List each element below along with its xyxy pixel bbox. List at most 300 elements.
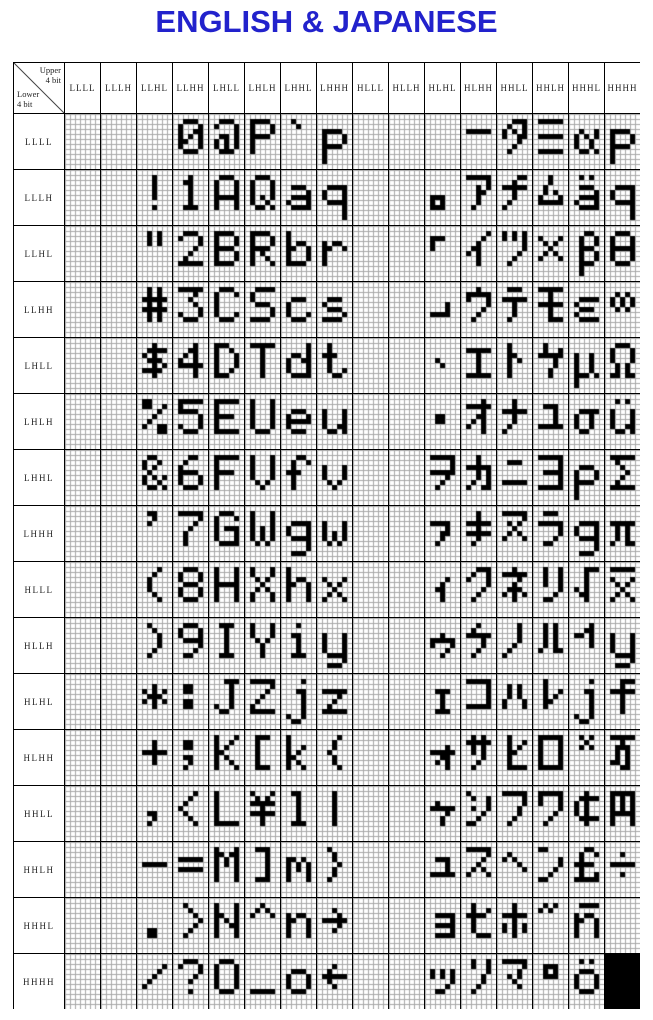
dot-matrix-glyph bbox=[533, 618, 568, 673]
char-cell-llhh-lhll bbox=[209, 282, 244, 337]
dot-matrix-glyph bbox=[461, 338, 496, 393]
dot-matrix-glyph bbox=[245, 506, 280, 561]
dot-matrix-glyph bbox=[389, 170, 424, 225]
char-cell-lhhh-hhhh bbox=[605, 506, 640, 561]
dot-matrix-glyph bbox=[281, 562, 316, 617]
dot-matrix-glyph bbox=[497, 450, 532, 505]
char-cell-lllh-hhhl bbox=[569, 170, 604, 225]
char-cell-hhhl-hlhh bbox=[461, 898, 496, 953]
row-header-hhlh: HHLH bbox=[14, 842, 64, 897]
dot-matrix-glyph bbox=[209, 394, 244, 449]
dot-matrix-glyph bbox=[605, 618, 640, 673]
dot-matrix-glyph bbox=[65, 338, 100, 393]
char-cell-llll-hhlh bbox=[533, 114, 568, 169]
char-cell-hhll-llhl bbox=[137, 786, 172, 841]
dot-matrix-glyph bbox=[65, 674, 100, 729]
char-cell-lhll-hlll bbox=[353, 338, 388, 393]
dot-matrix-glyph bbox=[425, 786, 460, 841]
dot-matrix-glyph bbox=[137, 338, 172, 393]
dot-matrix-glyph bbox=[137, 506, 172, 561]
char-cell-hhhh-hlhh bbox=[461, 954, 496, 1009]
char-cell-hhhh-hhhl bbox=[569, 954, 604, 1009]
dot-matrix-glyph bbox=[461, 506, 496, 561]
column-header-hllh: HLLH bbox=[389, 63, 424, 113]
char-cell-llhh-hhhl bbox=[569, 282, 604, 337]
dot-matrix-glyph bbox=[101, 898, 136, 953]
char-cell-hhhl-lhhl bbox=[281, 898, 316, 953]
column-header-hhll: HHLL bbox=[497, 63, 532, 113]
char-cell-lhhh-hhll bbox=[497, 506, 532, 561]
dot-matrix-glyph bbox=[101, 450, 136, 505]
char-cell-hlhl-hhll bbox=[497, 674, 532, 729]
dot-matrix-glyph bbox=[533, 170, 568, 225]
char-cell-hllh-lhlh bbox=[245, 618, 280, 673]
dot-matrix-glyph bbox=[533, 842, 568, 897]
char-cell-hhll-hhlh bbox=[533, 786, 568, 841]
char-cell-hlhl-hlhl bbox=[425, 674, 460, 729]
char-cell-hhlh-hhll bbox=[497, 842, 532, 897]
dot-matrix-glyph bbox=[497, 282, 532, 337]
dot-matrix-glyph bbox=[137, 282, 172, 337]
dot-matrix-glyph bbox=[281, 394, 316, 449]
char-cell-hhll-lhhl bbox=[281, 786, 316, 841]
char-cell-hhhh-llhl bbox=[137, 954, 172, 1009]
char-cell-hlhl-hlhh bbox=[461, 674, 496, 729]
char-cell-lhhh-hlll bbox=[353, 506, 388, 561]
char-cell-llll-lhhl bbox=[281, 114, 316, 169]
dot-matrix-glyph bbox=[461, 114, 496, 169]
char-cell-lllh-hhhh bbox=[605, 170, 640, 225]
char-cell-llll-lhll bbox=[209, 114, 244, 169]
dot-matrix-glyph bbox=[317, 450, 352, 505]
char-cell-hlhh-hhll bbox=[497, 730, 532, 785]
dot-matrix-glyph bbox=[65, 842, 100, 897]
dot-matrix-glyph bbox=[353, 954, 388, 1009]
dot-matrix-glyph bbox=[209, 506, 244, 561]
char-cell-hhhh-lhhh bbox=[317, 954, 352, 1009]
char-cell-lhlh-lhll bbox=[209, 394, 244, 449]
char-cell-llll-hhhh bbox=[605, 114, 640, 169]
char-cell-hlhl-hlll bbox=[353, 674, 388, 729]
char-cell-hhhl-lhll bbox=[209, 898, 244, 953]
dot-matrix-glyph bbox=[101, 114, 136, 169]
dot-matrix-glyph bbox=[65, 786, 100, 841]
char-cell-llhh-hhll bbox=[497, 282, 532, 337]
dot-matrix-glyph bbox=[353, 282, 388, 337]
char-cell-llhh-lhhl bbox=[281, 282, 316, 337]
row-header-llll: LLLL bbox=[14, 114, 64, 169]
char-cell-llll-lllh bbox=[101, 114, 136, 169]
dot-matrix-glyph bbox=[533, 394, 568, 449]
char-cell-hhhh-hlhl bbox=[425, 954, 460, 1009]
char-cell-lhll-hlhh bbox=[461, 338, 496, 393]
char-cell-llhl-hlll bbox=[353, 226, 388, 281]
dot-matrix-glyph bbox=[245, 562, 280, 617]
dot-matrix-glyph bbox=[353, 506, 388, 561]
char-cell-llhl-lhlh bbox=[245, 226, 280, 281]
dot-matrix-glyph bbox=[605, 282, 640, 337]
column-header-hhlh: HHLH bbox=[533, 63, 568, 113]
dot-matrix-glyph bbox=[533, 954, 568, 1009]
lower-4bit-label: Lower 4 bit bbox=[17, 89, 40, 110]
char-cell-hlhh-lhhl bbox=[281, 730, 316, 785]
dot-matrix-glyph bbox=[209, 898, 244, 953]
char-cell-hhll-llll bbox=[65, 786, 100, 841]
dot-matrix-glyph bbox=[65, 394, 100, 449]
dot-matrix-glyph bbox=[317, 282, 352, 337]
dot-matrix-glyph bbox=[173, 338, 208, 393]
char-cell-hhll-lhll bbox=[209, 786, 244, 841]
char-cell-lhlh-hhhl bbox=[569, 394, 604, 449]
char-cell-hhhl-hhlh bbox=[533, 898, 568, 953]
char-cell-hhhh-lllh bbox=[101, 954, 136, 1009]
char-cell-lhll-lhll bbox=[209, 338, 244, 393]
dot-matrix-glyph bbox=[569, 394, 604, 449]
char-cell-lllh-llhl bbox=[137, 170, 172, 225]
dot-matrix-glyph bbox=[605, 226, 640, 281]
dot-matrix-glyph bbox=[389, 506, 424, 561]
column-header-lhlh: LHLH bbox=[245, 63, 280, 113]
row-header-hllh: HLLH bbox=[14, 618, 64, 673]
dot-matrix-glyph bbox=[353, 618, 388, 673]
dot-matrix-glyph bbox=[209, 618, 244, 673]
dot-matrix-glyph bbox=[173, 730, 208, 785]
char-cell-hlhh-hlhl bbox=[425, 730, 460, 785]
dot-matrix-glyph bbox=[533, 226, 568, 281]
dot-matrix-glyph bbox=[605, 562, 640, 617]
char-cell-lhll-lhhl bbox=[281, 338, 316, 393]
dot-matrix-glyph bbox=[101, 618, 136, 673]
dot-matrix-glyph bbox=[425, 842, 460, 897]
dot-matrix-glyph bbox=[497, 338, 532, 393]
char-cell-lhll-hhlh bbox=[533, 338, 568, 393]
dot-matrix-glyph bbox=[461, 226, 496, 281]
char-cell-lhhl-llhh bbox=[173, 450, 208, 505]
dot-matrix-glyph bbox=[497, 842, 532, 897]
char-cell-lhlh-hlhh bbox=[461, 394, 496, 449]
dot-matrix-glyph bbox=[317, 730, 352, 785]
dot-matrix-glyph bbox=[605, 114, 640, 169]
dot-matrix-glyph bbox=[569, 506, 604, 561]
dot-matrix-glyph bbox=[605, 730, 640, 785]
dot-matrix-glyph bbox=[317, 226, 352, 281]
dot-matrix-glyph bbox=[569, 786, 604, 841]
char-cell-hlhh-hhhh bbox=[605, 730, 640, 785]
char-cell-lhll-lhhh bbox=[317, 338, 352, 393]
dot-matrix-glyph bbox=[425, 562, 460, 617]
character-table bbox=[13, 62, 640, 1009]
char-cell-lhhh-llhl bbox=[137, 506, 172, 561]
dot-matrix-glyph bbox=[173, 842, 208, 897]
char-cell-hlhh-lhll bbox=[209, 730, 244, 785]
dot-matrix-glyph bbox=[605, 506, 640, 561]
dot-matrix-glyph bbox=[281, 898, 316, 953]
dot-matrix-glyph bbox=[245, 898, 280, 953]
dot-matrix-glyph bbox=[497, 786, 532, 841]
char-cell-lhhl-lhhh bbox=[317, 450, 352, 505]
dot-matrix-glyph bbox=[101, 954, 136, 1009]
char-cell-llhh-lhlh bbox=[245, 282, 280, 337]
char-cell-lhll-llhl bbox=[137, 338, 172, 393]
dot-matrix-glyph bbox=[389, 954, 424, 1009]
char-cell-hllh-hhhl bbox=[569, 618, 604, 673]
dot-matrix-glyph bbox=[281, 954, 316, 1009]
char-cell-hlhl-lllh bbox=[101, 674, 136, 729]
column-header-lhll: LHLL bbox=[209, 63, 244, 113]
dot-matrix-glyph bbox=[245, 170, 280, 225]
dot-matrix-glyph bbox=[461, 842, 496, 897]
dot-matrix-glyph bbox=[425, 730, 460, 785]
dot-matrix-glyph bbox=[497, 898, 532, 953]
char-cell-lhhl-hhlh bbox=[533, 450, 568, 505]
dot-matrix-glyph bbox=[425, 506, 460, 561]
column-header-llll: LLLL bbox=[65, 63, 100, 113]
dot-matrix-glyph bbox=[173, 506, 208, 561]
dot-matrix-glyph bbox=[65, 898, 100, 953]
dot-matrix-glyph bbox=[101, 282, 136, 337]
dot-matrix-glyph bbox=[569, 618, 604, 673]
char-cell-hlll-hllh bbox=[389, 562, 424, 617]
char-cell-hllh-lhhl bbox=[281, 618, 316, 673]
dot-matrix-glyph bbox=[65, 226, 100, 281]
row-header-hhhl: HHHL bbox=[14, 898, 64, 953]
char-cell-lhlh-hlhl bbox=[425, 394, 460, 449]
dot-matrix-glyph bbox=[461, 954, 496, 1009]
char-cell-lhhl-hhhh bbox=[605, 450, 640, 505]
dot-matrix-glyph bbox=[353, 450, 388, 505]
char-cell-hlhl-hhhl bbox=[569, 674, 604, 729]
dot-matrix-glyph bbox=[497, 394, 532, 449]
dot-matrix-glyph bbox=[245, 842, 280, 897]
dot-matrix-glyph bbox=[389, 226, 424, 281]
dot-matrix-glyph bbox=[101, 226, 136, 281]
char-cell-lhhh-hhlh bbox=[533, 506, 568, 561]
char-cell-hhlh-llhl bbox=[137, 842, 172, 897]
char-cell-hlhh-hhlh bbox=[533, 730, 568, 785]
char-cell-hllh-lllh bbox=[101, 618, 136, 673]
dot-matrix-glyph bbox=[461, 282, 496, 337]
char-cell-llhl-hhhh bbox=[605, 226, 640, 281]
dot-matrix-glyph bbox=[461, 618, 496, 673]
dot-matrix-glyph bbox=[137, 730, 172, 785]
char-cell-hllh-hllh bbox=[389, 618, 424, 673]
dot-matrix-glyph bbox=[605, 842, 640, 897]
dot-matrix-glyph bbox=[497, 114, 532, 169]
char-cell-llhh-hlhl bbox=[425, 282, 460, 337]
char-cell-hhlh-hhhh bbox=[605, 842, 640, 897]
dot-matrix-glyph bbox=[533, 506, 568, 561]
char-cell-hlhl-hhhh bbox=[605, 674, 640, 729]
dot-matrix-glyph bbox=[245, 674, 280, 729]
row-header-hlhl: HLHL bbox=[14, 674, 64, 729]
dot-matrix-glyph bbox=[569, 842, 604, 897]
dot-matrix-glyph bbox=[389, 338, 424, 393]
char-cell-hhhh-hlll bbox=[353, 954, 388, 1009]
dot-matrix-glyph bbox=[245, 338, 280, 393]
char-cell-lhll-llhh bbox=[173, 338, 208, 393]
char-cell-hhhl-llhh bbox=[173, 898, 208, 953]
dot-matrix-glyph bbox=[389, 898, 424, 953]
dot-matrix-glyph bbox=[497, 618, 532, 673]
dot-matrix-glyph bbox=[461, 730, 496, 785]
char-cell-lhll-hhll bbox=[497, 338, 532, 393]
dot-matrix-glyph bbox=[425, 450, 460, 505]
dot-matrix-glyph bbox=[209, 450, 244, 505]
column-header-lllh: LLLH bbox=[101, 63, 136, 113]
char-cell-hhhl-hllh bbox=[389, 898, 424, 953]
dot-matrix-glyph bbox=[533, 898, 568, 953]
dot-matrix-glyph bbox=[569, 954, 604, 1009]
char-cell-hlhh-lhlh bbox=[245, 730, 280, 785]
char-cell-hhlh-hlhh bbox=[461, 842, 496, 897]
char-cell-hhll-hlhl bbox=[425, 786, 460, 841]
dot-matrix-glyph bbox=[245, 954, 280, 1009]
column-header-hhhh: HHHH bbox=[605, 63, 640, 113]
row-header-llhh: LLHH bbox=[14, 282, 64, 337]
char-cell-llhh-llhl bbox=[137, 282, 172, 337]
dot-matrix-glyph bbox=[245, 618, 280, 673]
dot-matrix-glyph bbox=[497, 562, 532, 617]
dot-matrix-glyph bbox=[425, 898, 460, 953]
char-cell-hllh-hhhh bbox=[605, 618, 640, 673]
char-cell-hhhh-lhhl bbox=[281, 954, 316, 1009]
column-header-llhh: LLHH bbox=[173, 63, 208, 113]
char-cell-lllh-lhlh bbox=[245, 170, 280, 225]
char-cell-lllh-hlll bbox=[353, 170, 388, 225]
char-cell-hllh-lhll bbox=[209, 618, 244, 673]
char-cell-lllh-lllh bbox=[101, 170, 136, 225]
dot-matrix-glyph bbox=[461, 898, 496, 953]
dot-matrix-glyph bbox=[281, 506, 316, 561]
char-cell-lhhl-hhll bbox=[497, 450, 532, 505]
dot-matrix-glyph bbox=[101, 338, 136, 393]
char-cell-llhl-lhhh bbox=[317, 226, 352, 281]
dot-matrix-glyph bbox=[389, 562, 424, 617]
dot-matrix-glyph bbox=[317, 674, 352, 729]
row-header-llhl: LLHL bbox=[14, 226, 64, 281]
dot-matrix-glyph bbox=[425, 170, 460, 225]
column-header-hlhh: HLHH bbox=[461, 63, 496, 113]
dot-matrix-glyph bbox=[317, 562, 352, 617]
dot-matrix-glyph bbox=[353, 562, 388, 617]
char-cell-hlhl-hhlh bbox=[533, 674, 568, 729]
dot-matrix-glyph bbox=[65, 730, 100, 785]
dot-matrix-glyph bbox=[65, 170, 100, 225]
dot-matrix-glyph bbox=[101, 730, 136, 785]
dot-matrix-glyph bbox=[245, 282, 280, 337]
char-cell-lhhh-hllh bbox=[389, 506, 424, 561]
char-cell-llll-llhh bbox=[173, 114, 208, 169]
dot-matrix-glyph bbox=[317, 338, 352, 393]
dot-matrix-glyph bbox=[605, 674, 640, 729]
char-cell-hlll-llhl bbox=[137, 562, 172, 617]
dot-matrix-glyph bbox=[209, 954, 244, 1009]
char-cell-lhlh-lhhl bbox=[281, 394, 316, 449]
dot-matrix-glyph bbox=[533, 338, 568, 393]
char-cell-hhlh-hllh bbox=[389, 842, 424, 897]
char-cell-hhhl-hhhh bbox=[605, 898, 640, 953]
dot-matrix-glyph bbox=[497, 730, 532, 785]
char-cell-hlll-lllh bbox=[101, 562, 136, 617]
char-cell-llhl-hlhl bbox=[425, 226, 460, 281]
char-cell-hlhh-llhh bbox=[173, 730, 208, 785]
dot-matrix-glyph bbox=[101, 674, 136, 729]
char-cell-hhll-hhhl bbox=[569, 786, 604, 841]
dot-matrix-glyph bbox=[317, 394, 352, 449]
char-cell-hhll-hhll bbox=[497, 786, 532, 841]
char-cell-hllh-hlhh bbox=[461, 618, 496, 673]
dot-matrix-glyph bbox=[317, 842, 352, 897]
dot-matrix-glyph bbox=[353, 786, 388, 841]
char-cell-lhlh-lllh bbox=[101, 394, 136, 449]
char-cell-hlhl-llhl bbox=[137, 674, 172, 729]
dot-matrix-glyph bbox=[461, 450, 496, 505]
char-cell-hlll-lhhl bbox=[281, 562, 316, 617]
dot-matrix-glyph bbox=[101, 170, 136, 225]
char-cell-hllh-llll bbox=[65, 618, 100, 673]
char-cell-llhl-hhhl bbox=[569, 226, 604, 281]
dot-matrix-glyph bbox=[281, 170, 316, 225]
dot-matrix-glyph bbox=[461, 786, 496, 841]
dot-matrix-glyph bbox=[137, 954, 172, 1009]
char-cell-hhhh-lhlh bbox=[245, 954, 280, 1009]
dot-matrix-glyph bbox=[245, 730, 280, 785]
char-cell-hlhh-llll bbox=[65, 730, 100, 785]
char-cell-hlhh-hlll bbox=[353, 730, 388, 785]
char-cell-hhlh-lllh bbox=[101, 842, 136, 897]
dot-matrix-glyph bbox=[173, 170, 208, 225]
char-cell-llhl-lllh bbox=[101, 226, 136, 281]
dot-matrix-glyph bbox=[137, 562, 172, 617]
char-cell-hlll-lhhh bbox=[317, 562, 352, 617]
char-cell-hlll-lhlh bbox=[245, 562, 280, 617]
char-cell-llhl-lhhl bbox=[281, 226, 316, 281]
dot-matrix-glyph bbox=[137, 394, 172, 449]
char-cell-hllh-lhhh bbox=[317, 618, 352, 673]
char-cell-hhlh-lhhh bbox=[317, 842, 352, 897]
column-header-hlll: HLLL bbox=[353, 63, 388, 113]
char-cell-hlhl-lhhh bbox=[317, 674, 352, 729]
char-cell-lhhl-hllh bbox=[389, 450, 424, 505]
char-cell-llhl-lhll bbox=[209, 226, 244, 281]
dot-matrix-glyph bbox=[497, 674, 532, 729]
dot-matrix-glyph bbox=[353, 730, 388, 785]
dot-matrix-glyph bbox=[353, 170, 388, 225]
char-cell-hhlh-hlll bbox=[353, 842, 388, 897]
dot-matrix-glyph bbox=[245, 226, 280, 281]
char-cell-lhll-lhlh bbox=[245, 338, 280, 393]
char-cell-lhhh-lhll bbox=[209, 506, 244, 561]
dot-matrix-glyph bbox=[281, 282, 316, 337]
dot-matrix-glyph bbox=[353, 226, 388, 281]
dot-matrix-glyph bbox=[173, 282, 208, 337]
dot-matrix-glyph bbox=[389, 114, 424, 169]
dot-matrix-glyph bbox=[281, 338, 316, 393]
char-cell-lllh-llhh bbox=[173, 170, 208, 225]
dot-matrix-glyph bbox=[389, 618, 424, 673]
dot-matrix-glyph bbox=[425, 114, 460, 169]
char-cell-llll-lhlh bbox=[245, 114, 280, 169]
dot-matrix-glyph bbox=[605, 394, 640, 449]
column-header-llhl: LLHL bbox=[137, 63, 172, 113]
char-cell-hlhh-hlhh bbox=[461, 730, 496, 785]
dot-matrix-glyph bbox=[65, 954, 100, 1009]
dot-matrix-glyph bbox=[173, 954, 208, 1009]
dot-matrix-glyph bbox=[317, 618, 352, 673]
dot-matrix-glyph bbox=[569, 282, 604, 337]
dot-matrix-glyph bbox=[173, 226, 208, 281]
char-cell-llll-hlhl bbox=[425, 114, 460, 169]
